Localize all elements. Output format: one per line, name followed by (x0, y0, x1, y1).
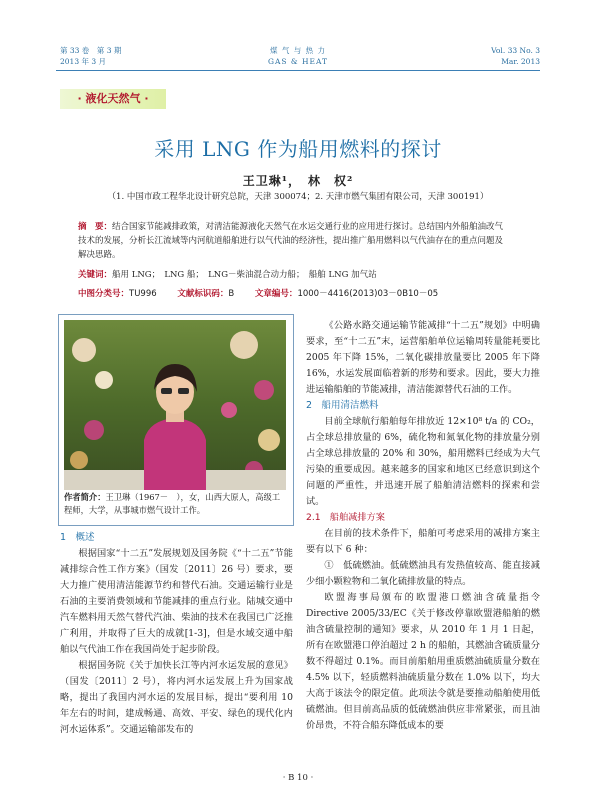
paragraph: ① 低硫燃油。低硫燃油具有发热值较高、能直接减少细小颗粒物和二氧化硫排放量的特点。 (306, 560, 540, 587)
running-header-right (491, 45, 540, 67)
affiliation: （1. 中国市政工程华北设计研究总院，天津 300074；2. 天津市燃气集团有限公司，天津 300191） (107, 192, 489, 202)
author-photo (64, 320, 286, 490)
doc-code-value: B (228, 289, 235, 299)
paragraph: 目前全球航行船舶每年排放近 12×10⁸ t/a 的 CO₂，占全球总排放量的 6%，硫化物和氮氧化物的排放量分别占全球总排放量的 20% 和 30%，船用燃料已经成为大气污染的重要成因。越来越多的国家和地区已经意识到这个问题的严重性，并迅速开展了船舶清洁燃料的探索和尝试。 (306, 416, 540, 507)
issue-date: 2013 年 3 月 (60, 57, 107, 66)
doc-code-label: 文献标识码： (177, 289, 229, 299)
bio-label: 作者简介： (64, 492, 106, 502)
issue-date-en: Mar. 2013 (501, 57, 540, 66)
abstract-text: 结合国家节能减排政策，对清洁能源液化天然气在水运交通行业的应用进行探讨。总结国内外船舶油改气技术的发展，分析长江流域等内河航道船舶进行以气代油的经济性，提出推广船用燃料以气代油存在的重点问题及解决思路。 (78, 222, 504, 260)
author-bio (64, 491, 286, 517)
section-heading-1: 1 概述 (60, 532, 95, 543)
clc-value: TU996 (129, 289, 157, 299)
left-column (60, 530, 293, 738)
paragraph: 在目前的技术条件下，船舶可考虑采用的减排方案主要有以下 6 种： (306, 528, 540, 555)
running-header-journal (230, 45, 366, 67)
abstract (78, 220, 510, 262)
authors: 王卫琳¹， 林 权² (242, 174, 354, 188)
article-no-value: 1000－4416(2013)03－0B10－05 (297, 289, 439, 299)
abstract-label: 摘 要： (78, 222, 113, 232)
volume-issue-en: Vol. 33 No. 3 (491, 46, 540, 55)
article-no-label: 文章编号： (254, 289, 298, 299)
paragraph: 根据国家“十二五”发展规划及国务院《“十二五”节能减排综合性工作方案》（国发〔2011〕26 号）要求，要大力推广使用清洁能源节约和替代石油。交通运输行业是石油的主要消费领域和节能减排的重点行业。陆城交通中汽车燃料用天然气替代汽油、柴油的技术在我国已广泛推广利用，并取得了巨大的成就[1-3]，但是水域交通中船舶以气代油工作在我国尚处于起步阶段。 (60, 548, 293, 655)
bio-text: 王卫琳（1967－ ），女，山西大原人，高级工程师，大学，从事城市燃气设计工作。 (64, 492, 281, 515)
article-title: 采用 LNG 作为船用燃料的探讨 (154, 137, 442, 161)
keywords-text: 船用 LNG； LNG 船； LNG－柴油混合动力船； 船舶 LNG 加气站 (112, 270, 377, 280)
volume-issue: 第 33 卷 第 3 期 (60, 46, 122, 55)
journal-name-cn: 煤 气 与 热 力 (269, 46, 327, 55)
paragraph: 根据国务院《关于加快长江等内河水运发展的意见》（国发〔2011〕2 号），将内河水运发展上升为国家战略，提出了我国内河水运的发展目标，提出“要利用 10 年左右的时间，建成畅通、高效、平安、绿色的现代化内河水运体系”。交通运输部发布的 (60, 660, 293, 735)
keywords (78, 268, 510, 282)
classification-line (78, 287, 510, 301)
subsection-heading-2-1: 2.1 船舶减排方案 (306, 512, 385, 523)
paragraph: 欧盟海事局颁布的欧盟港口燃油含硫量指令 Directive 2005/33/EC《关于修改停靠欧盟港船舶的燃油含硫量控制的通知》要求，从 2010 年 1 月 1 日起，所有在欧盟港口停泊超过 2 h 的船舶，其燃油含硫质量分数不得超过 0.1%。而目前船舶用重质燃油硫质量分数在 4.5% 以下，轻质燃料油硫质量分数在 1.0% 以下，均大大高于该法令的限定值。此项法令就是要推动船舶使用低硫燃油。但目前高品质的低硫燃油供应非常紧张，而且油价昂贵，不符合船东降低成本的要 (306, 592, 540, 731)
section-tag: · 液化天然气 · (60, 89, 166, 109)
right-column (306, 318, 540, 734)
section-heading-2: 2 船用清洁燃料 (306, 400, 379, 411)
header-rule (56, 70, 540, 71)
page-number: · B 10 · (282, 773, 314, 783)
keywords-label: 关键词： (78, 270, 113, 280)
journal-name-en: GAS & HEAT (267, 57, 328, 66)
running-header-left (60, 45, 121, 67)
clc-label: 中图分类号： (78, 289, 130, 299)
paragraph: 《公路水路交通运输节能减排“十二五”规划》中明确要求，至“十二五”末，运营船舶单位运输周转量能耗要比 2005 年下降 15%，二氧化碳排放量要比 2005 年下降 16%，水运发展面临着新的形势和要求。因此，要大力推进运输船舶的节能减排，清洁能源替代石油的工作。 (306, 320, 540, 395)
